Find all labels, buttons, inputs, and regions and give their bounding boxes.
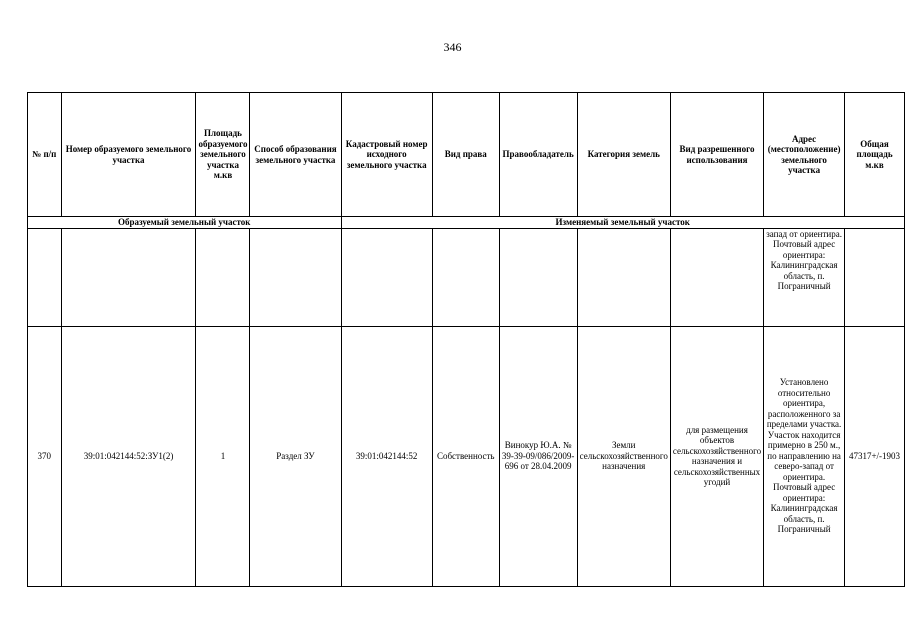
header-holder: Правообладатель	[499, 93, 577, 217]
section-changed-plot: Изменяемый земельный участок	[341, 217, 905, 229]
header-num: № п/п	[28, 93, 62, 217]
header-total-area: Общая площадь м.кв	[845, 93, 905, 217]
header-method: Способ образования земельного участка	[250, 93, 341, 217]
header-plot-number: Номер образуемого земельного участка	[61, 93, 196, 217]
row-plot-number: 39:01:042144:52:ЗУ1(2)	[61, 326, 196, 586]
row-area: 1	[196, 326, 250, 586]
row-method: Раздел ЗУ	[250, 326, 341, 586]
row-address: Установлено относительно ориентира, расположенного за пределами участка. Участок находится примерно в 250 м., по направлению на северо-запад от ориентира. Почтовый адрес ориентира: Калининградская область, п. Пограничный	[764, 326, 845, 586]
header-address: Адрес (местоположение) земельного участка	[764, 93, 845, 217]
row-source-cadastral: 39:01:042144:52	[341, 326, 432, 586]
row-category: Земли сельскохозяйственного назначения	[577, 326, 670, 586]
row-permitted-use: для размещения объектов сельскохозяйственного назначения и сельскохозяйственных угодий	[670, 326, 763, 586]
row-right-type: Собственность	[432, 326, 499, 586]
header-row	[28, 93, 905, 217]
page-number: 346	[443, 40, 462, 54]
row-num: 370	[28, 326, 62, 586]
header-permitted-use: Вид разрешенного использования	[670, 93, 763, 217]
section-row	[28, 217, 905, 229]
row-holder: Винокур Ю.А. № 39-39-09/086/2009-696 от 28.04.2009	[499, 326, 577, 586]
continuation-row	[28, 228, 905, 326]
header-category: Категория земель	[577, 93, 670, 217]
row-total-area: 47317+/-1903	[845, 326, 905, 586]
header-area: Площадь образуемого земельного участка м.кв	[196, 93, 250, 217]
section-formed-plot: Образуемый земельный участок	[28, 217, 342, 229]
header-right-type: Вид права	[432, 93, 499, 217]
header-source-cadastral: Кадастровый номер исходного земельного участка	[341, 93, 432, 217]
land-plots-table	[27, 92, 905, 587]
continuation-address: запад от ориентира. Почтовый адрес ориентира: Калининградская область, п. Пограничный	[764, 228, 845, 326]
table-row	[28, 326, 905, 586]
